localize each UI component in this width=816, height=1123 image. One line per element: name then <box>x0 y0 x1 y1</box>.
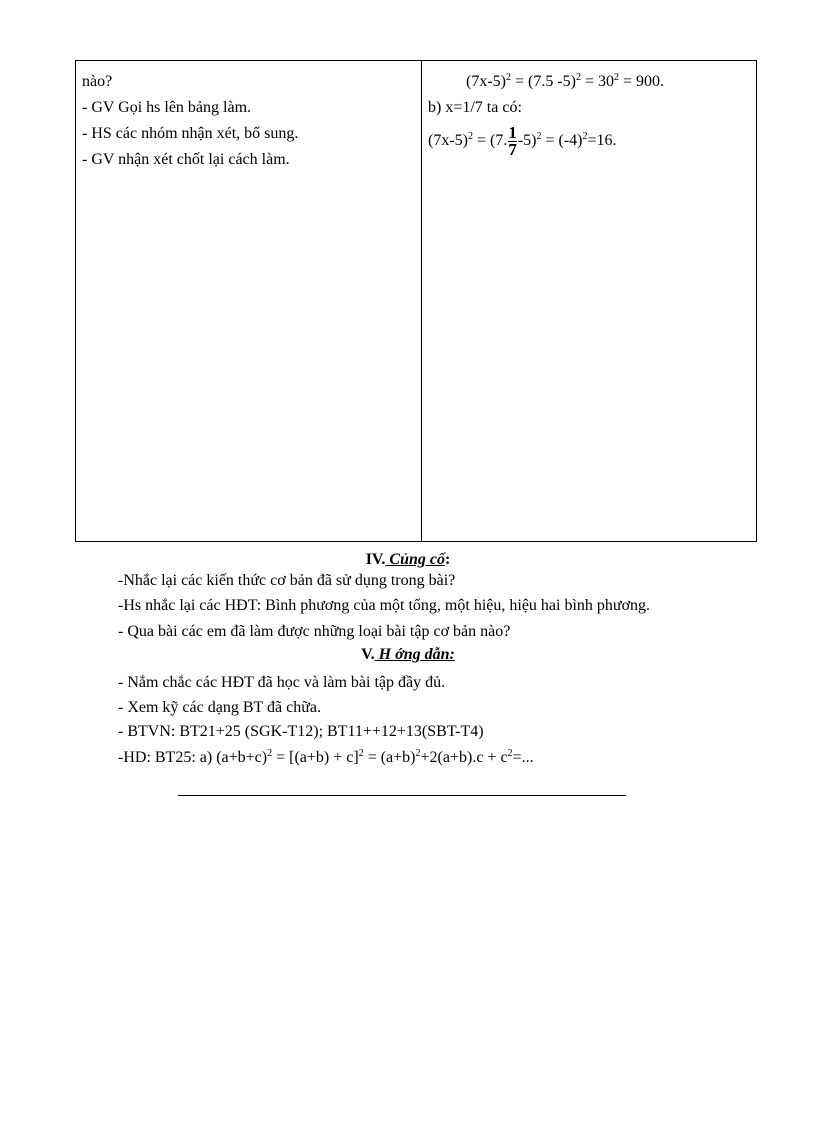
left-line: - GV Gọi hs lên bảng làm. <box>82 99 252 116</box>
guidance-item: - Xem kỹ các dạng BT đã chữa. <box>118 699 321 716</box>
consolidation-item: -Hs nhắc lại các HĐT: Bình phương của một tổng, một hiệu, hiệu hai bình phương. <box>118 597 651 614</box>
left-line: - GV nhận xét chốt lại cách làm. <box>82 151 290 168</box>
part-b-label: b) x=1/7 ta có: <box>428 99 522 116</box>
consolidation-item: - Qua bài các em đã làm được những loại bài tập cơ bản nào? <box>118 623 511 640</box>
equation-part-a: $(7x-5)^2 = (7.5$ $-5)^2 = 30^2 = 900$. <box>466 72 665 90</box>
guidance-item: - Nắm chắc các HĐT đã học và làm bài tập đầy đủ. <box>118 674 446 691</box>
consolidation-item: -Nhắc lại các kiến thức cơ bản đã sử dụng trong bài? <box>118 572 456 589</box>
section-heading-guidance: V. H ớng dẫn: <box>361 646 455 663</box>
section-heading-consolidation: IV. Củng cố: <box>365 551 451 568</box>
left-line: - HS các nhóm nhận xét, bổ sung. <box>82 125 299 142</box>
fraction: $\frac{1}{7}$ <box>508 122 517 159</box>
equation-part-b: $(7x-5)^2 = (7$. $\frac{1}{7}$ $-5)^2 = (-4)^2=16$. <box>428 122 617 159</box>
student-work-column <box>422 61 756 541</box>
left-line: nào? <box>82 73 113 90</box>
lesson-table <box>75 60 757 542</box>
guidance-hint: -HD: BT25: a) $(a+b+c)^2 = [(a+b) + c]^2 = (a+b)^2+2(a+b).c + c^2=$... <box>118 748 534 766</box>
end-divider <box>178 795 626 796</box>
guidance-item: - BTVN: BT21+25 (SGK-T12); BT11++12+13(SBT-T4) <box>118 723 484 740</box>
teacher-activity-column <box>76 61 422 541</box>
